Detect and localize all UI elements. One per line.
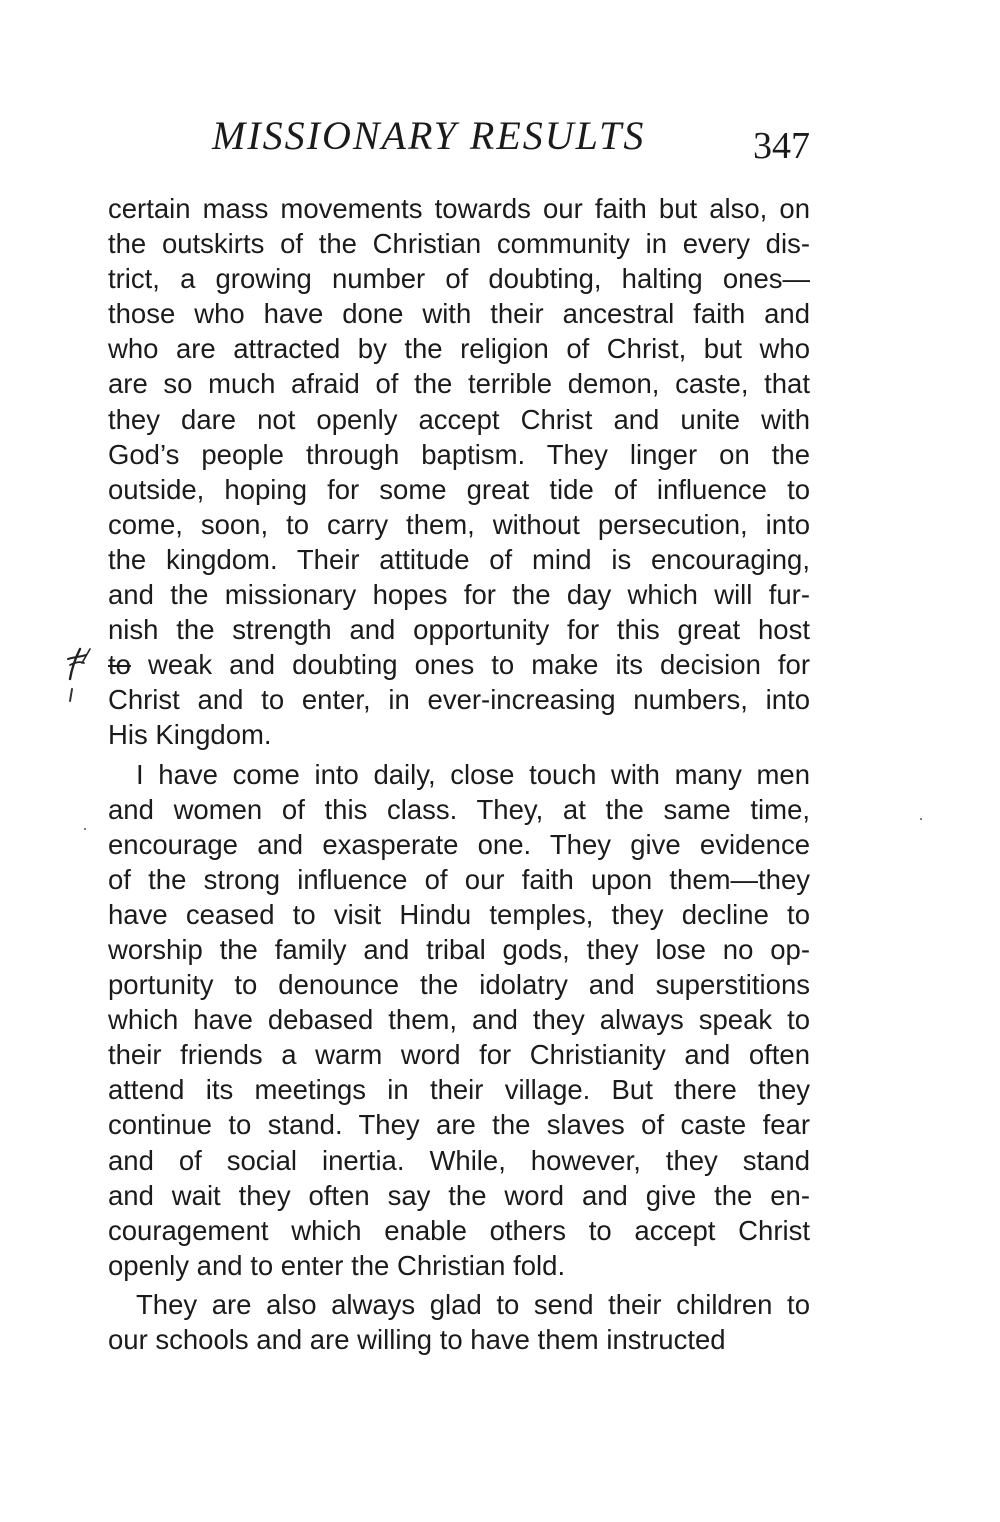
paragraph [108, 1287, 810, 1357]
text-line: nish the strength and opportunity for this great host [108, 614, 810, 646]
text-line: the outskirts of the Christian community in every dis- [108, 228, 810, 260]
text-line: and of social inertia. While, however, they stand [108, 1144, 810, 1176]
text-line: worship the family and tribal gods, they lose no op- [108, 933, 810, 965]
text-line: couragement which enable others to accept Christ [108, 1214, 810, 1246]
text-line: portunity to denounce the idolatry and superstitions [108, 969, 810, 1001]
paragraph [108, 757, 810, 1283]
text-line: of the strong influence of our faith upon them—they [108, 863, 810, 895]
text-line: and wait they often say the word and give the en- [108, 1179, 810, 1211]
text-line: our schools and are willing to have them instructed [108, 1324, 726, 1355]
text-line: and the missionary hopes for the day which will fur- [108, 579, 810, 611]
text-line: come, soon, to carry them, without persecution, into [108, 508, 810, 540]
text-line: They are also always glad to send their children to [136, 1288, 810, 1320]
text-line: their friends a warm word for Christianity and often [108, 1039, 810, 1071]
running-head [212, 112, 822, 172]
text-line: Christ and to enter, in ever-increasing numbers, into [108, 684, 810, 716]
paper-speck [84, 828, 86, 830]
paragraph [108, 191, 810, 753]
text-line: certain mass movements towards our faith but also, on [108, 193, 810, 224]
paper-speck [920, 818, 922, 820]
text-line: have ceased to visit Hindu temples, they decline to [108, 898, 810, 930]
text-line: encourage and exasperate one. They give evidence [108, 828, 810, 860]
text-line: those who have done with their ancestral faith and [108, 298, 810, 330]
text-line: the kingdom. Their attitude of mind is encouraging, [108, 543, 810, 575]
text-line: God’s people through baptism. They linger on the [108, 438, 810, 470]
text-line: openly and to enter the Christian fold. [108, 1249, 566, 1281]
text-line: to weak and doubting ones to make its decision for [108, 649, 810, 681]
text-line: they dare not openly accept Christ and unite with [108, 403, 810, 435]
text-line: continue to stand. They are the slaves of caste fear [108, 1109, 810, 1141]
text-line: trict, a growing number of doubting, halting ones— [108, 263, 810, 295]
text-line: attend its meetings in their village. But there they [108, 1074, 810, 1106]
text-line: and women of this class. They, at the same time, [108, 793, 810, 825]
text-line: outside, hoping for some great tide of influence to [108, 473, 810, 505]
text-line: I have come into daily, close touch with many men [136, 758, 810, 790]
text-line: which have debased them, and they always speak to [108, 1004, 810, 1036]
text-line: who are attracted by the religion of Christ, but who [108, 333, 810, 365]
handwritten-deletion-mark-icon [60, 645, 100, 705]
text-line: are so much afraid of the terrible demon, caste, that [108, 368, 810, 400]
running-title: MISSIONARY RESULTS [212, 113, 646, 158]
struck-word: to [108, 649, 131, 681]
text-line: His Kingdom. [108, 719, 272, 751]
body-text [108, 191, 810, 1357]
page-number: 347 [753, 125, 810, 167]
